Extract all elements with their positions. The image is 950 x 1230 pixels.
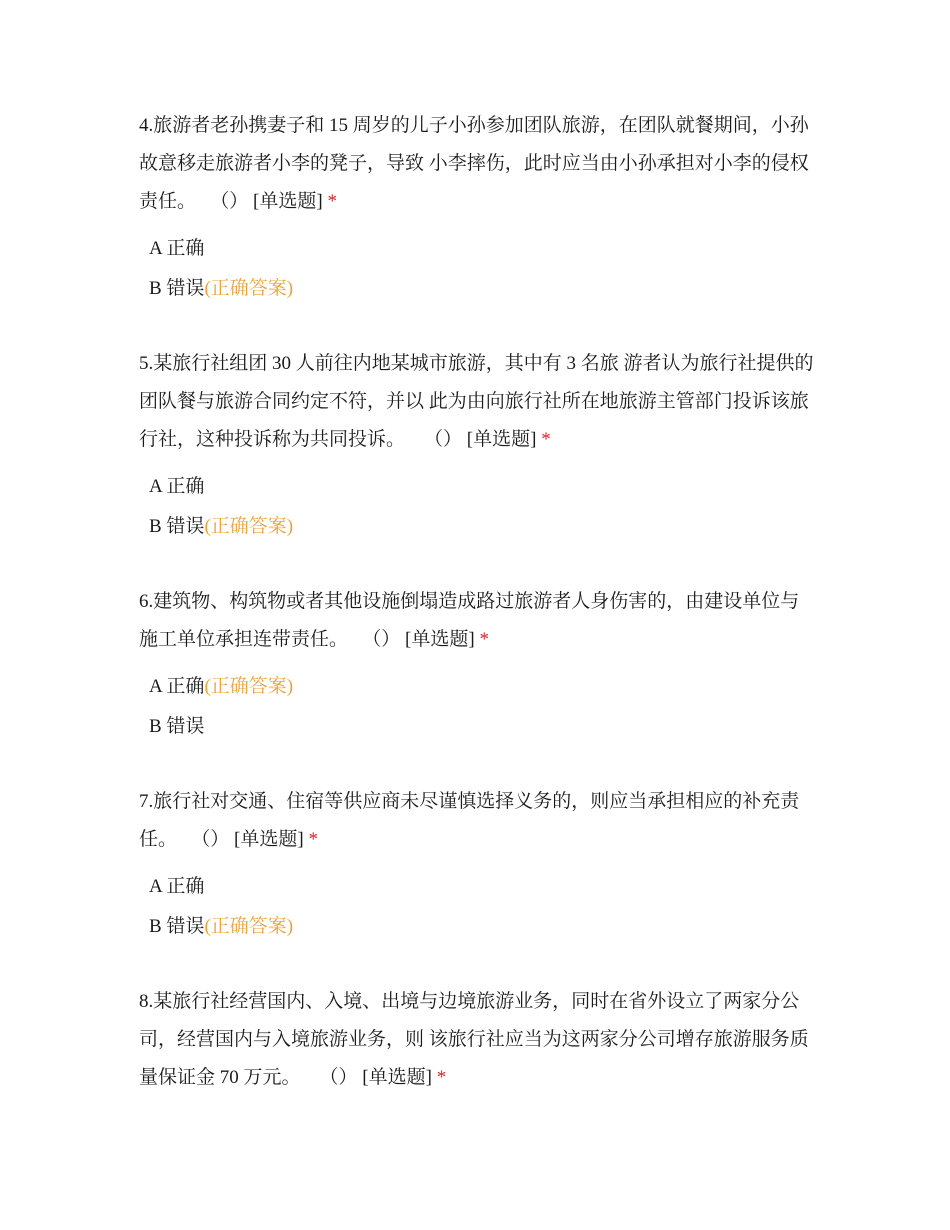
correct-answer-mark: (正确答案) (204, 516, 294, 537)
options-list (139, 867, 814, 947)
question-8 (139, 983, 814, 1097)
option-label: A 正确 (149, 676, 205, 697)
question-meta (410, 429, 551, 450)
option-label: A 正确 (149, 876, 205, 897)
correct-answer-mark: (正确答案) (204, 676, 294, 697)
question-type: [单选题] (466, 429, 537, 450)
question-type: [单选题] (362, 1067, 432, 1088)
option-a[interactable] (139, 229, 814, 269)
question-type: [单选题] (253, 191, 323, 212)
question-body: 7.旅行社对交通、住宿等供应商未尽谨慎选择义务的，则应当承担相应的补充责任。 (139, 791, 800, 850)
required-marker: * (479, 629, 489, 650)
answer-paren: （） (424, 429, 463, 450)
question-meta (305, 1067, 446, 1088)
option-label: A 正确 (149, 476, 205, 497)
options-list (139, 467, 814, 547)
question-text (139, 783, 814, 859)
question-meta (201, 191, 337, 212)
required-marker: * (541, 429, 551, 450)
required-marker: * (436, 1067, 447, 1088)
answer-paren: （） (362, 629, 401, 650)
question-4 (139, 107, 814, 309)
question-body: 4.旅游者老孙携妻子和 15 周岁的儿子小孙参加团队旅游，在团队就餐期间，小孙故意移走旅游者小李的凳子，导致 小李摔伤，此时应当由小孙承担对小李的侵权责任。 (139, 115, 809, 212)
question-meta (353, 629, 489, 650)
question-5 (139, 345, 814, 547)
question-body: 8.某旅行社经营国内、入境、出境与边境旅游业务，同时在省外设立了两家分公司，经营国内与入境旅游业务，则 该旅行社应当为这两家分公司增存旅游服务质量保证金 70 万元。 (139, 991, 809, 1088)
required-marker: * (308, 829, 318, 850)
option-a[interactable] (139, 467, 814, 507)
option-b[interactable] (139, 507, 814, 547)
question-meta (182, 829, 318, 850)
correct-answer-mark: (正确答案) (204, 916, 294, 937)
option-label: B 错误 (149, 916, 205, 937)
question-body: 6.建筑物、构筑物或者其他设施倒塌造成路过旅游者人身伤害的，由建设单位与施工单位承担连带责任。 (139, 591, 800, 650)
question-body: 5.某旅行社组团 30 人前往内地某城市旅游，其中有 3 名旅 游者认为旅行社提供的团队餐与旅游合同约定不符，并以 此为由向旅行社所在地旅游主管部门投诉该旅行社，这种投诉称为共同投诉。 (139, 353, 814, 450)
question-6 (139, 583, 814, 747)
options-list (139, 229, 814, 309)
option-a[interactable] (139, 867, 814, 907)
question-type: [单选题] (405, 629, 475, 650)
option-b[interactable] (139, 269, 814, 309)
required-marker: * (327, 191, 337, 212)
option-b[interactable] (139, 707, 814, 747)
option-b[interactable] (139, 907, 814, 947)
answer-paren: （） (210, 191, 249, 212)
options-list (139, 667, 814, 747)
answer-paren: （） (191, 829, 230, 850)
question-text (139, 983, 814, 1097)
correct-answer-mark: (正确答案) (204, 278, 294, 299)
option-label: A 正确 (149, 238, 205, 259)
question-type: [单选题] (234, 829, 304, 850)
question-text (139, 345, 814, 459)
option-label: B 错误 (149, 716, 205, 737)
question-text (139, 107, 814, 221)
question-text (139, 583, 814, 659)
option-label: B 错误 (149, 516, 205, 537)
question-7 (139, 783, 814, 947)
option-label: B 错误 (149, 278, 205, 299)
option-a[interactable] (139, 667, 814, 707)
answer-paren: （） (319, 1067, 358, 1088)
